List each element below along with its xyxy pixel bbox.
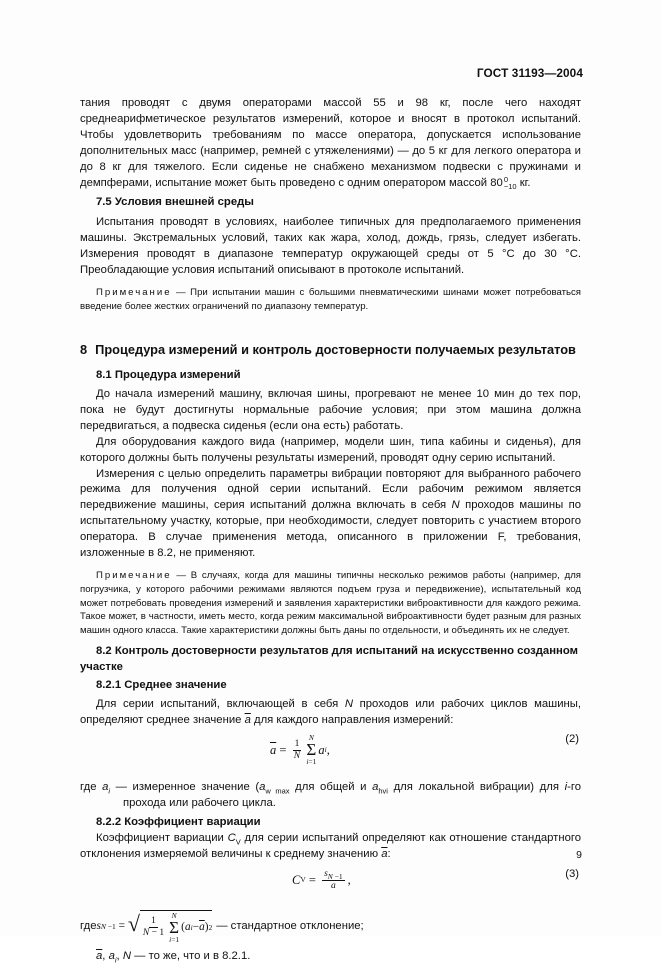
mass-value: 80 0 −10 (490, 174, 517, 191)
equation-number-3: (3) (565, 867, 579, 880)
section-7-5-note: Примечание — При испытании машин с большими пневматическими шинами может потребоваться введение более жестких ограничений по диапазону температур. (80, 286, 581, 312)
section-7-5-paragraph: Испытания проводят в условиях, наиболее типичных для предполагаемого применения машины. Экстремальных условий, таких как жара, холод, дождь, грязь, следует избегать. Измерения проводят в диапазоне температур окружающей среды от 5 °С до 30 °С. Преобладающие условия испытаний описывают в протоколе испытаний. (80, 216, 581, 277)
formula-mean: $\overline{a}$ = $\frac{1}{N}$ N Σ i=1 a i , (2) (270, 733, 579, 767)
formula-mean-explanation: где $a_i$ — измеренное значение ($a_{w max}$ для общей и $a_{hvi}$ для локальной вибрации) для i-го прохода или рабочего цикла. (80, 781, 582, 810)
std-deviation-definition: где s N −1 = √ $\frac{1}{N - 1}$ N Σ i=1 ( a i − $\overline{a}$ ) 2 — стандартное отклонение; (80, 910, 364, 944)
section-8-1-paragraph-3: Измерения с целью определить параметры вибрации повторяют для выбранного рабочего режима для получения одной серии испытаний. Если рабочим режимом является передвижение машины, серия испытаний должна включать в себя N проходов машины по испытательному участку, которые, при необходимости, следует повторить с участием второго оператора. В случае применения метода, описанного в приложении F, требования, изложенные в 8.2, не применяют. (80, 467, 581, 560)
section-8-2-1-title: 8.2.1 Среднее значение (96, 678, 227, 691)
section-8-2-2-title: 8.2.2 Коэффициент вариации (96, 816, 261, 829)
paragraph-continuation: тания проводят с двумя операторами массой 55 и 98 кг, после чего находят среднеарифметическое результатов измерений, которое и вносят в протокол испытаний. Чтобы удовлетворить требованиям по массе оператора, допускается использование дополнительных масс (например, ремней с утяжелениями) — до 5 кг для легкого оператора и до 8 кг для тяжелого. Если сиденье не снабжено механизмом подвески с пружинами и демпферами, испытание может быть проведено с одним оператором массой 80 0 −10 кг. (80, 97, 581, 191)
section-7-5-title: 7.5 Условия внешней среды (96, 196, 254, 209)
section-8-2-1-paragraph: Для серии испытаний, включающей в себя N проходов или рабочих циклов машины, определяют среднее значение $\overline{a}$ для каждого направления измерений: (80, 697, 581, 726)
section-8-1-title: 8.1 Процедура измерений (96, 369, 241, 382)
section-8-heading: 8 Процедура измерений и контроль достоверности получаемых результатов (80, 341, 576, 357)
section-8-1-paragraph-2: Для оборудования каждого вида (например, модели шин, типа кабины и сиденья), для которого должны быть получены результаты измерений, проводят одну серию испытаний. (80, 435, 581, 464)
formula-coefficient-of-variation: C V = $\frac{s_{N -1}}{a}$ , (3) (292, 867, 579, 891)
section-8-2-2-paragraph: Коэффициент вариации $C_V$ для серии испытаний определяют как отношение стандартного отклонения измеряемой величины к среднему значению $\overline{a}$: (80, 832, 582, 861)
section-8-1-paragraph-1: До начала измерений машину, включая шины, прогревают не менее 10 мин до тех пор, пока не будут достигнуты нормальные рабочие условия; при этом машина должна передвигаться, а подвеска сиденья (если она есть) работать. (80, 387, 581, 432)
page-number: 9 (576, 849, 582, 861)
section-8-2-title: 8.2 Контроль достоверности результатов для испытаний на искусственно созданном участке (80, 644, 578, 673)
page-content (80, 96, 581, 965)
section-8-1-note: Примечание — В случаях, когда для машины типичны несколько режимов работы (например, для погрузчика, у которого рабочими режимами являются подъем груза и передвижение), испытательный код может потребовать проведения измерений и заявления характеристики виброактивности для каждого режима. Такое может, в частности, иметь место, когда режим максимальной виброактивности будет разным для разных машин одного класса. Такие характеристики должны быть даны по отдельности, и объединять их не следует. (80, 569, 581, 637)
equation-number-2: (2) (565, 733, 579, 746)
symbols-reference: $\overline{a}$, $a_i$, N — то же, что и в 8.2.1. (96, 949, 251, 965)
document-code: ГОСТ 31193—2004 (476, 66, 583, 80)
